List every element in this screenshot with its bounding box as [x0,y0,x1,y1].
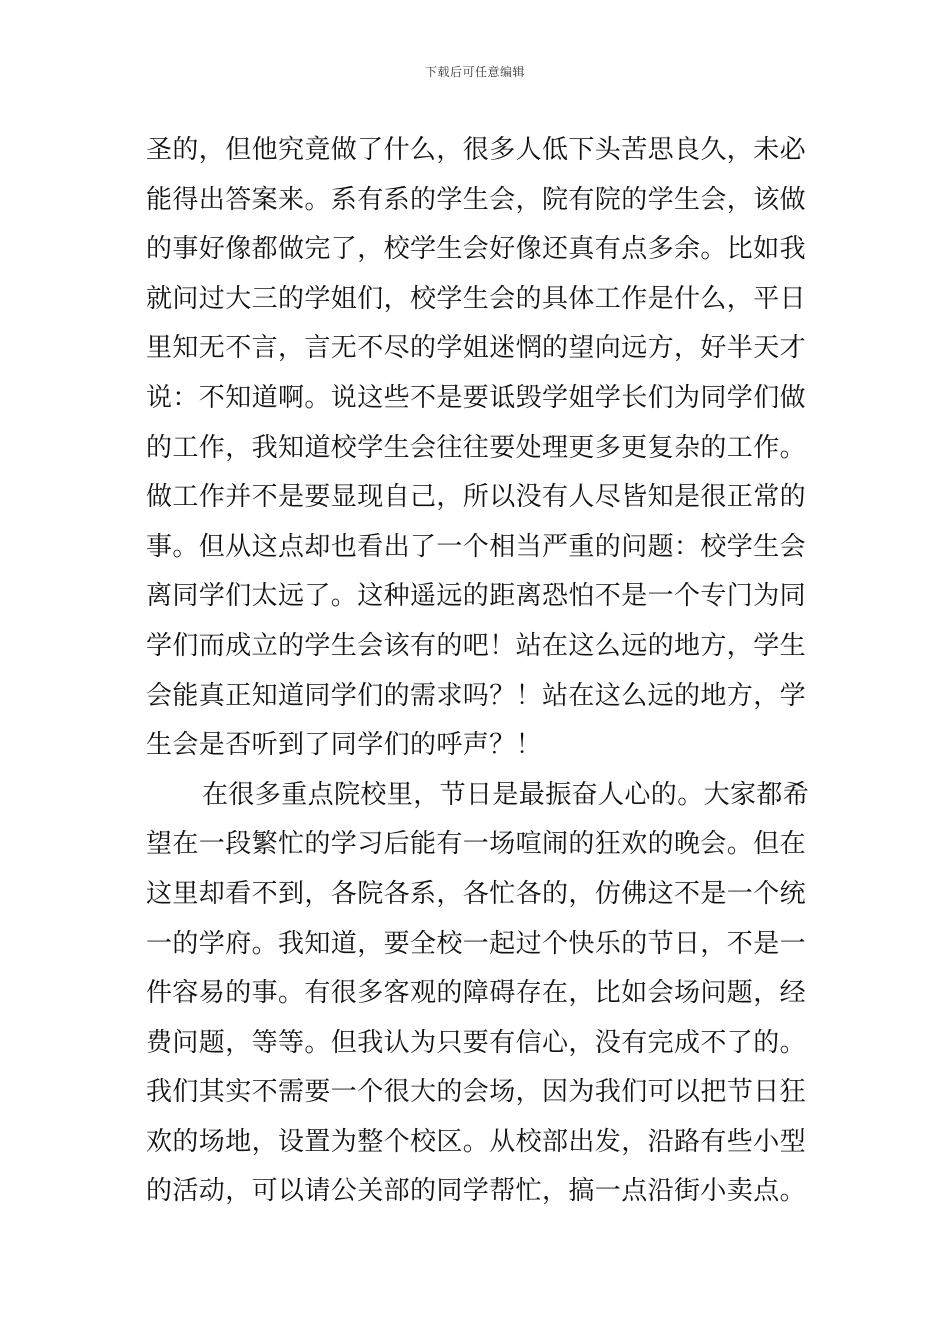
text-line: 做工作并不是要显现自己，所以没有人尽皆知是很正常的 [146,482,807,513]
text-line: 能得出答案来。系有系的学生会，院有院的学生会，该做 [146,184,807,215]
text-line: 学们而成立的学生会该有的吧！站在这么远的地方，学生 [146,630,807,661]
text-line: 里知无不言，言无不尽的学姐迷惘的望向远方，好半天才 [146,333,807,364]
text-line: 就问过大三的学姐们，校学生会的具体工作是什么，平日 [146,283,807,314]
text-line: 说：不知道啊。说这些不是要诋毁学姐学长们为同学们做 [146,382,807,413]
paragraph-first-line: 在很多重点院校里，节日是最振奋人心的。大家都希 [202,779,810,810]
text-line: 会能真正知道同学们的需求吗？！站在这么远的地方，学 [146,680,807,711]
text-line: 我们其实不需要一个很大的会场，因为我们可以把节日狂 [146,1077,807,1108]
text-line: 这里却看不到，各院各系，各忙各的，仿佛这不是一个统 [146,878,807,909]
page-header: 下载后可任意编辑 [424,65,525,79]
text-line: 离同学们太远了。这种遥远的距离恐怕不是一个专门为同 [146,581,807,612]
text-line: 的活动，可以请公关部的同学帮忙，搞一点沿街小卖点。 [146,1176,807,1207]
text-line: 事。但从这点却也看出了一个相当严重的问题：校学生会 [146,531,807,562]
text-line: 圣的，但他究竟做了什么，很多人低下头苦思良久，未必 [146,135,807,165]
text-line: 件容易的事。有很多客观的障碍存在，比如会场问题，经 [146,978,807,1009]
text-line: 费问题，等等。但我认为只要有信心，没有完成不了的。 [146,1027,807,1058]
text-line: 一的学府。我知道，要全校一起过个快乐的节日，不是一 [146,928,807,959]
document-body [146,126,810,1217]
text-line: 的事好像都做完了，校学生会好像还真有点多余。比如我 [146,234,807,265]
text-line: 生会是否听到了同学们的呼声？！ [146,730,543,761]
text-line: 望在一段繁忙的学习后能有一场喧闹的狂欢的晚会。但在 [146,829,807,860]
text-line: 的工作，我知道校学生会往往要处理更多更复杂的工作。 [146,432,807,463]
text-line: 欢的场地，设置为整个校区。从校部出发，沿路有些小型 [146,1126,807,1157]
